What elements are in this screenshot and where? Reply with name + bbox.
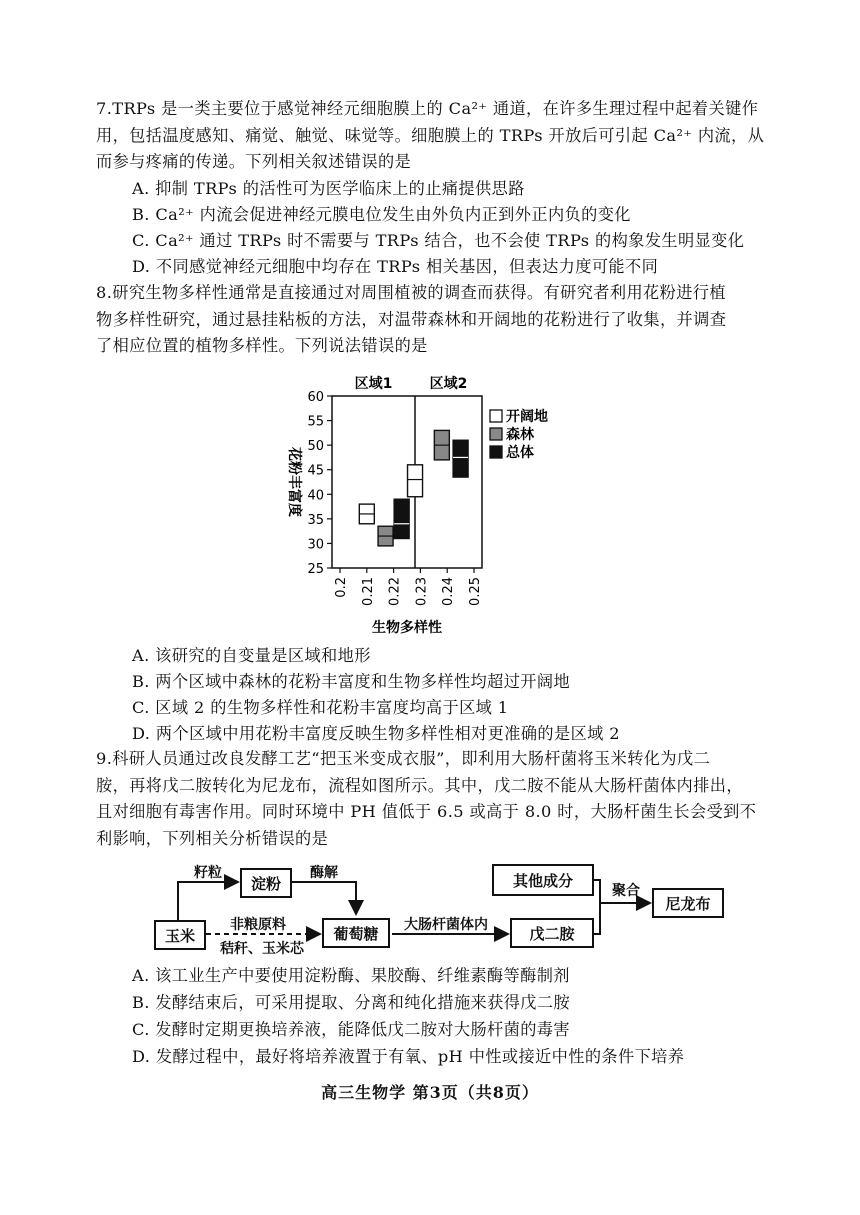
box-other-components: 其他成分 <box>492 864 594 896</box>
y-tick-label: 45 <box>307 463 324 479</box>
q9-option-d: D. 发酵过程中，最好将培养液置于有氧、pH 中性或接近中性的条件下培养 <box>132 1047 685 1066</box>
q9-stem-line2: 胺，再将戊二胺转化为尼龙布，流程如图所示。其中，戊二胺不能从大肠杆菌体内排出， <box>96 775 743 795</box>
legend-swatch-0 <box>490 410 502 422</box>
legend-swatch-2 <box>490 446 502 458</box>
box-nylon: 尼龙布 <box>652 888 724 918</box>
x-tick-label: 0.23 <box>414 577 430 606</box>
y-tick-label: 25 <box>307 562 324 577</box>
q8-stem-line2: 物多样性研究，通过悬挂粘板的方法，对温带森林和开阔地的花粉进行了收集，并调查 <box>96 309 727 329</box>
q8-option-a: A. 该研究的自变量是区域和地形 <box>132 646 371 665</box>
label-kernel: 籽粒 <box>194 865 222 881</box>
y-tick-label: 30 <box>307 537 324 553</box>
panel-label-region1: 区域1 <box>354 376 393 392</box>
box-glucose: 葡萄糖 <box>322 918 390 948</box>
x-tick-label: 0.21 <box>360 577 376 606</box>
fermentation-flowchart <box>150 858 730 958</box>
box-总体-5 <box>453 440 468 477</box>
q9-stem-line3: 且对细胞有毒害作用。同时环境中 PH 值低于 6.5 或高于 8.0 时，大肠杆菌生长会受到不 <box>96 802 757 821</box>
y-tick-label: 60 <box>307 390 324 405</box>
pollen-diversity-chart <box>270 366 600 638</box>
legend-swatch-1 <box>490 428 502 440</box>
q8-option-c: C. 区域 2 的生物多样性和花粉丰富度均高于区域 1 <box>132 698 509 717</box>
q7-stem-line2: 用，包括温度感知、痛觉、触觉、味觉等。细胞膜上的 TRPs 开放后可引起 Ca²⁺ 内流，从 <box>96 125 765 145</box>
legend-label-1: 森林 <box>506 427 534 443</box>
arrow-kernel <box>178 882 238 920</box>
x-tick-label: 0.2 <box>334 577 349 598</box>
x-tick-label: 0.24 <box>441 577 457 606</box>
q9-stem <box>96 746 776 852</box>
q8-option-b: B. 两个区域中森林的花粉丰富度和生物多样性均超过开阔地 <box>132 672 571 691</box>
merge-bracket <box>594 880 600 934</box>
box-corn: 玉米 <box>154 920 206 950</box>
arrow-enzymolysis <box>292 882 356 914</box>
box-starch: 淀粉 <box>240 868 292 898</box>
box-cadaverine: 戊二胺 <box>510 918 594 948</box>
legend-label-2: 总体 <box>506 445 534 461</box>
y-tick-label: 50 <box>307 439 324 455</box>
y-tick-label: 35 <box>307 512 324 528</box>
y-axis-title: 花粉丰富度 <box>286 447 302 517</box>
q7-stem <box>96 96 776 176</box>
q8-option-d: D. 两个区域中用花粉丰富度反映生物多样性相对更准确的是区域 2 <box>132 724 620 743</box>
q8-stem-line3: 了相应位置的植物多样性。下列说法错误的是 <box>96 336 428 355</box>
q7-option-d: D. 不同感觉神经元细胞中均存在 TRPs 相关基因，但表达力度可能不同 <box>132 257 659 276</box>
q7-option-b: B. Ca²⁺ 内流会促进神经元膜电位发生由外负内正到外正内负的变化 <box>132 205 631 224</box>
label-enzymolysis: 酶解 <box>310 865 338 881</box>
q9-stem-line1: 9.科研人员通过改良发酵工艺“把玉米变成衣服”，即利用大肠杆菌将玉米转化为戊二 <box>96 749 711 768</box>
box-总体-2 <box>394 499 409 538</box>
y-tick-label: 55 <box>307 414 324 430</box>
q9-stem-line4: 利影响，下列相关分析错误的是 <box>96 828 329 848</box>
legend-label-0: 开阔地 <box>506 409 548 425</box>
x-tick-label: 0.25 <box>468 577 483 606</box>
q7-stem-line1: 7.TRPs 是一类主要位于感觉神经元细胞膜上的 Ca²⁺ 通道，在许多生理过程中起着关键作 <box>96 99 759 118</box>
x-axis-title: 生物多样性 <box>372 620 442 636</box>
label-straw: 秸秆、玉米芯 <box>220 941 304 957</box>
q9-option-c: C. 发酵时定期更换培养液，能降低戊二胺对大肠杆菌的毒害 <box>132 1020 570 1039</box>
y-tick-label: 40 <box>307 488 324 504</box>
x-tick-label: 0.22 <box>387 577 403 606</box>
box-开阔地-3 <box>408 465 423 497</box>
page-footer: 高三生物学 第3页（共8页） <box>321 1083 539 1102</box>
q9-option-a: A. 该工业生产中要使用淀粉酶、果胶酶、纤维素酶等酶制剂 <box>132 966 570 985</box>
q7-stem-line3: 而参与疼痛的传递。下列相关叙述错误的是 <box>96 152 412 171</box>
q9-option-b: B. 发酵结束后，可采用提取、分离和纯化措施来获得戊二胺 <box>132 993 571 1012</box>
q8-stem <box>96 280 776 360</box>
label-ecoli: 大肠杆菌体内 <box>404 917 488 933</box>
q7-option-c: C. Ca²⁺ 通过 TRPs 时不需要与 TRPs 结合，也不会使 TRPs 的构象发生明显变化 <box>132 231 745 250</box>
q7-option-a: A. 抑制 TRPs 的活性可为医学临床上的止痛提供思路 <box>132 179 525 198</box>
panel-label-region2: 区域2 <box>429 376 468 392</box>
label-nongrain: 非粮原料 <box>230 917 286 933</box>
q8-stem-line1: 8.研究生物多样性通常是直接通过对周围植被的调查而获得。有研究者利用花粉进行植 <box>96 283 726 302</box>
label-polymerize: 聚合 <box>612 883 640 899</box>
